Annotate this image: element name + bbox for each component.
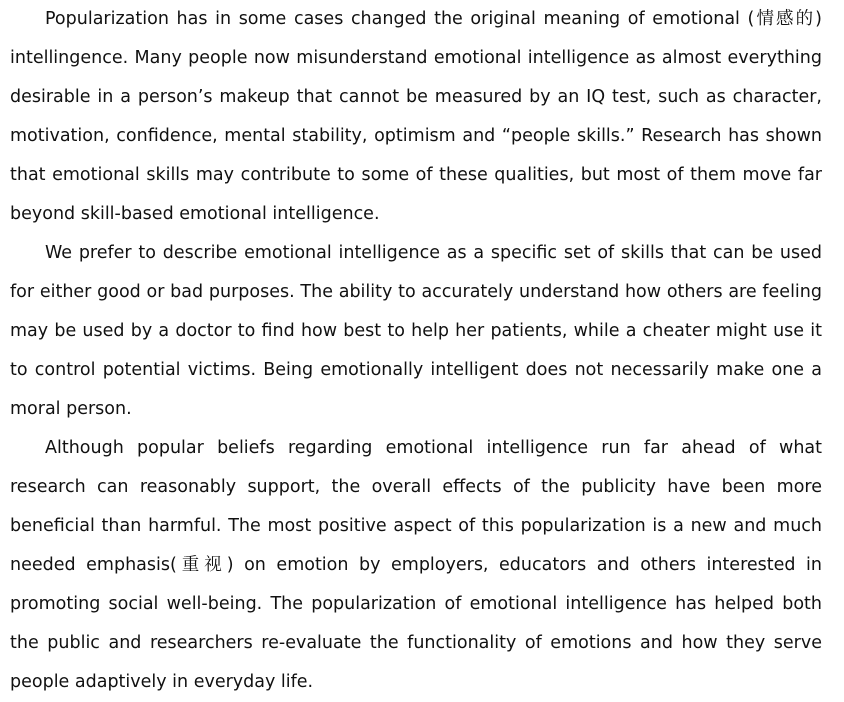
paragraph-1: Popularization has in some cases changed the original meaning of emotional (情感的) intellingence. Many people now misunderstand emotional intelligence as almost everything desirable in a person’s makeup that cannot be measured by an IQ test, such as character, motivation, confidence, mental stability, optimism and “people skills.” Research has shown that emotional skills may contribute to some of these qualities, but most of them move far beyond skill-based emotional intelligence. bbox=[10, 9, 822, 224]
paragraph-3: Although popular beliefs regarding emotional intelligence run far ahead of what research can reasonably support, the overall effects of the publicity have been more beneficial than harmful. The most positive aspect of this popularization is a new and much needed emphasis(重视) on emotion by employers, educators and others interested in promoting social well-being. The popularization of emotional intelligence has helped both the public and researchers re-evaluate the functionality of emotions and how they serve people adaptively in everyday life. bbox=[10, 438, 822, 692]
paragraph-2: We prefer to describe emotional intelligence as a specific set of skills that can be used for either good or bad purposes. The ability to accurately understand how others are feeling may be used by a doctor to find how best to help her patients, while a cheater might use it to control potential victims. Being emotionally intelligent does not necessarily make one a moral person. bbox=[10, 243, 822, 419]
